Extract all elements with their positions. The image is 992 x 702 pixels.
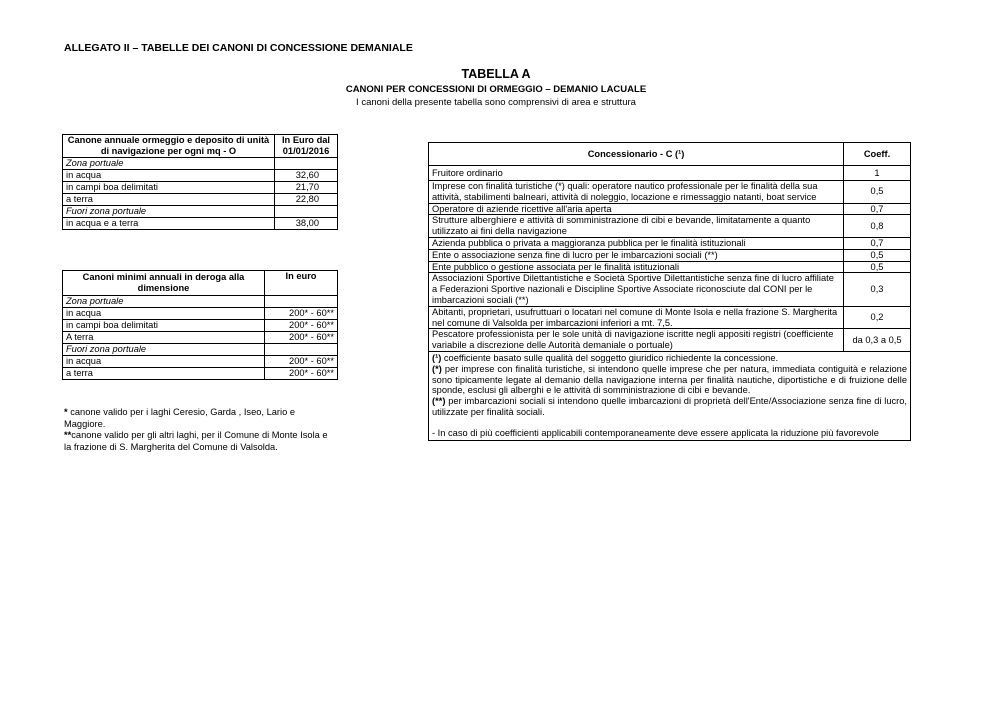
column-header: Concessionario - C (¹)	[429, 143, 844, 166]
canone-annuale-table	[62, 134, 338, 230]
footnote-mark: *	[64, 407, 68, 417]
note-mark: (**)	[432, 396, 446, 407]
row-value	[275, 158, 338, 170]
table-row	[429, 261, 911, 273]
row-label: in acqua e a terra	[63, 218, 275, 230]
table-row	[429, 329, 911, 352]
table-row	[63, 344, 338, 356]
footnote-text: canone valido per i laghi Ceresio, Garda , Iseo, Lario e Maggiore.	[64, 407, 296, 429]
row-value: 0,7	[844, 237, 911, 249]
table-row	[63, 158, 338, 170]
note-2	[432, 364, 907, 396]
table-row	[63, 206, 338, 218]
tabella-title: TABELLA A	[461, 67, 531, 81]
row-value: 1	[844, 166, 911, 181]
table-header-row	[63, 135, 338, 158]
row-label: Associazioni Sportive Dilettantistiche e Società Sportive Dilettantistiche senza fine di lucro affiliate a Federazioni Sportive nazionali e Discipline Sportive Associate riconosciute dal CONI per le imbarcazioni sociali (**)	[429, 273, 844, 306]
column-header: Coeff.	[844, 143, 911, 166]
row-label: Fuori zona portuale	[63, 206, 275, 218]
row-value: 22,80	[275, 194, 338, 206]
tabella-subtitle: CANONI PER CONCESSIONI DI ORMEGGIO – DEMANIO LACUALE	[345, 84, 647, 95]
footnotes-left	[64, 407, 334, 453]
table-row	[63, 218, 338, 230]
row-label: in acqua	[63, 170, 275, 182]
table-notes-row	[429, 351, 911, 440]
table-row	[429, 215, 911, 238]
table-row	[429, 249, 911, 261]
note-3	[432, 396, 907, 418]
row-value: 0,3	[844, 273, 911, 306]
row-label: Operatore di aziende ricettive all'aria aperta	[429, 203, 844, 215]
table-row	[429, 203, 911, 215]
row-value: 0,7	[844, 203, 911, 215]
canoni-minimi-table	[62, 270, 338, 380]
footnote-text: canone valido per gli altri laghi, per il Comune di Monte Isola e la frazione di S. Margherita del Comune di Valsolda.	[64, 430, 328, 452]
table-row	[63, 320, 338, 332]
footnote-star	[64, 407, 334, 430]
row-value: 32,60	[275, 170, 338, 182]
table-row	[429, 237, 911, 249]
row-value: 200* - 60**	[265, 332, 338, 344]
note-1	[432, 353, 907, 364]
row-value	[265, 344, 338, 356]
footnote-mark: **	[64, 430, 72, 440]
note-mark: (¹)	[432, 352, 442, 363]
row-label: Zona portuale	[63, 158, 275, 170]
column-header: Canone annuale ormeggio e deposito di unità di navigazione per ogni mq - O	[63, 135, 275, 158]
row-label: Ente o associazione senza fine di lucro per le imbarcazioni sociali (**)	[429, 249, 844, 261]
note-text: per imprese con finalità turistiche, si intendono quelle imprese che per natura, immediata contiguità e relazione sono tipicamente legate al demanio della navigazione interna per finalità nautiche, diportistiche e di fruizione delle sponde, esclusi gli alberghi e le attività di somministrazione di cibi e bevande.	[432, 363, 907, 396]
column-header: In Euro dal 01/01/2016	[275, 135, 338, 158]
row-value: 0,5	[844, 261, 911, 273]
row-label: Ente pubblico o gestione associata per le finalità istituzionali	[429, 261, 844, 273]
row-label: Zona portuale	[63, 296, 265, 308]
note-text: per imbarcazioni sociali si intendono quelle imbarcazioni di proprietà dell'Ente/Associazione senza fine di lucro, utilizzate per finalità sociali.	[432, 396, 907, 417]
row-value: da 0,3 a 0,5	[844, 329, 911, 352]
row-value: 0,8	[844, 215, 911, 238]
row-value: 38,00	[275, 218, 338, 230]
row-value: 0,2	[844, 306, 911, 329]
table-notes	[429, 351, 911, 440]
row-value: 0,5	[844, 249, 911, 261]
row-label: Azienda pubblica o privata a maggioranza pubblica per le finalità istituzionali	[429, 237, 844, 249]
row-label: Strutture alberghiere e attività di somministrazione di cibi e bevande, limitatamente a quanto utilizzato ai fini della navigazione	[429, 215, 844, 238]
table-row	[429, 306, 911, 329]
tabella-note: I canoni della presente tabella sono comprensivi di area e struttura	[356, 97, 636, 108]
row-label: a terra	[63, 368, 265, 380]
row-value: 0,5	[844, 181, 911, 204]
table-header-row	[429, 143, 911, 166]
table-row	[63, 182, 338, 194]
row-label: in campi boa delimitati	[63, 320, 265, 332]
footnote-double-star	[64, 430, 334, 453]
note-mark: (*)	[432, 363, 442, 374]
row-value: 200* - 60**	[265, 308, 338, 320]
column-header: In euro	[265, 271, 338, 296]
table-row	[63, 308, 338, 320]
column-header: Canoni minimi annuali in deroga alla dimensione	[63, 271, 265, 296]
row-value: 200* - 60**	[265, 368, 338, 380]
table-row	[429, 273, 911, 306]
table-row	[429, 181, 911, 204]
row-label: Imprese con finalità turistiche (*) quali: operatore nautico professionale per le finalità della sua attività, stabilimenti balneari, attività di noleggio, locazione e rimessaggio natanti, boat service	[429, 181, 844, 204]
row-label: A terra	[63, 332, 265, 344]
note-text: coefficiente basato sulle qualità del soggetto giuridico richiedente la concessione.	[441, 352, 779, 363]
row-label: in acqua	[63, 356, 265, 368]
row-value: 200* - 60**	[265, 320, 338, 332]
row-label: Fuori zona portuale	[63, 344, 265, 356]
row-value	[265, 296, 338, 308]
table-row	[63, 194, 338, 206]
row-label: a terra	[63, 194, 275, 206]
table-row	[63, 356, 338, 368]
table-row	[63, 170, 338, 182]
row-value: 200* - 60**	[265, 356, 338, 368]
row-label: Fruitore ordinario	[429, 166, 844, 181]
row-label: Abitanti, proprietari, usufruttuari o locatari nel comune di Monte Isola e nella frazione S. Margherita nel comune di Valsolda per imbarcazioni inferiori a mt. 7,5.	[429, 306, 844, 329]
table-row	[63, 368, 338, 380]
table-row	[429, 166, 911, 181]
note-4: - In caso di più coefficienti applicabili contemporaneamente deve essere applicata la riduzione più favorevole	[432, 427, 879, 438]
row-label: Pescatore professionista per le sole unità di navigazione iscritte negli appositi registri (coefficiente variabile a discrezione delle Autorità demaniale o portuale)	[429, 329, 844, 352]
row-value: 21,70	[275, 182, 338, 194]
allegato-heading: ALLEGATO II – TABELLE DEI CANONI DI CONCESSIONE DEMANIALE	[64, 42, 413, 54]
table-row	[63, 296, 338, 308]
concessionario-table	[428, 142, 911, 441]
row-label: in acqua	[63, 308, 265, 320]
row-label: in campi boa delimitati	[63, 182, 275, 194]
table-header-row	[63, 271, 338, 296]
row-value	[275, 206, 338, 218]
table-row	[63, 332, 338, 344]
